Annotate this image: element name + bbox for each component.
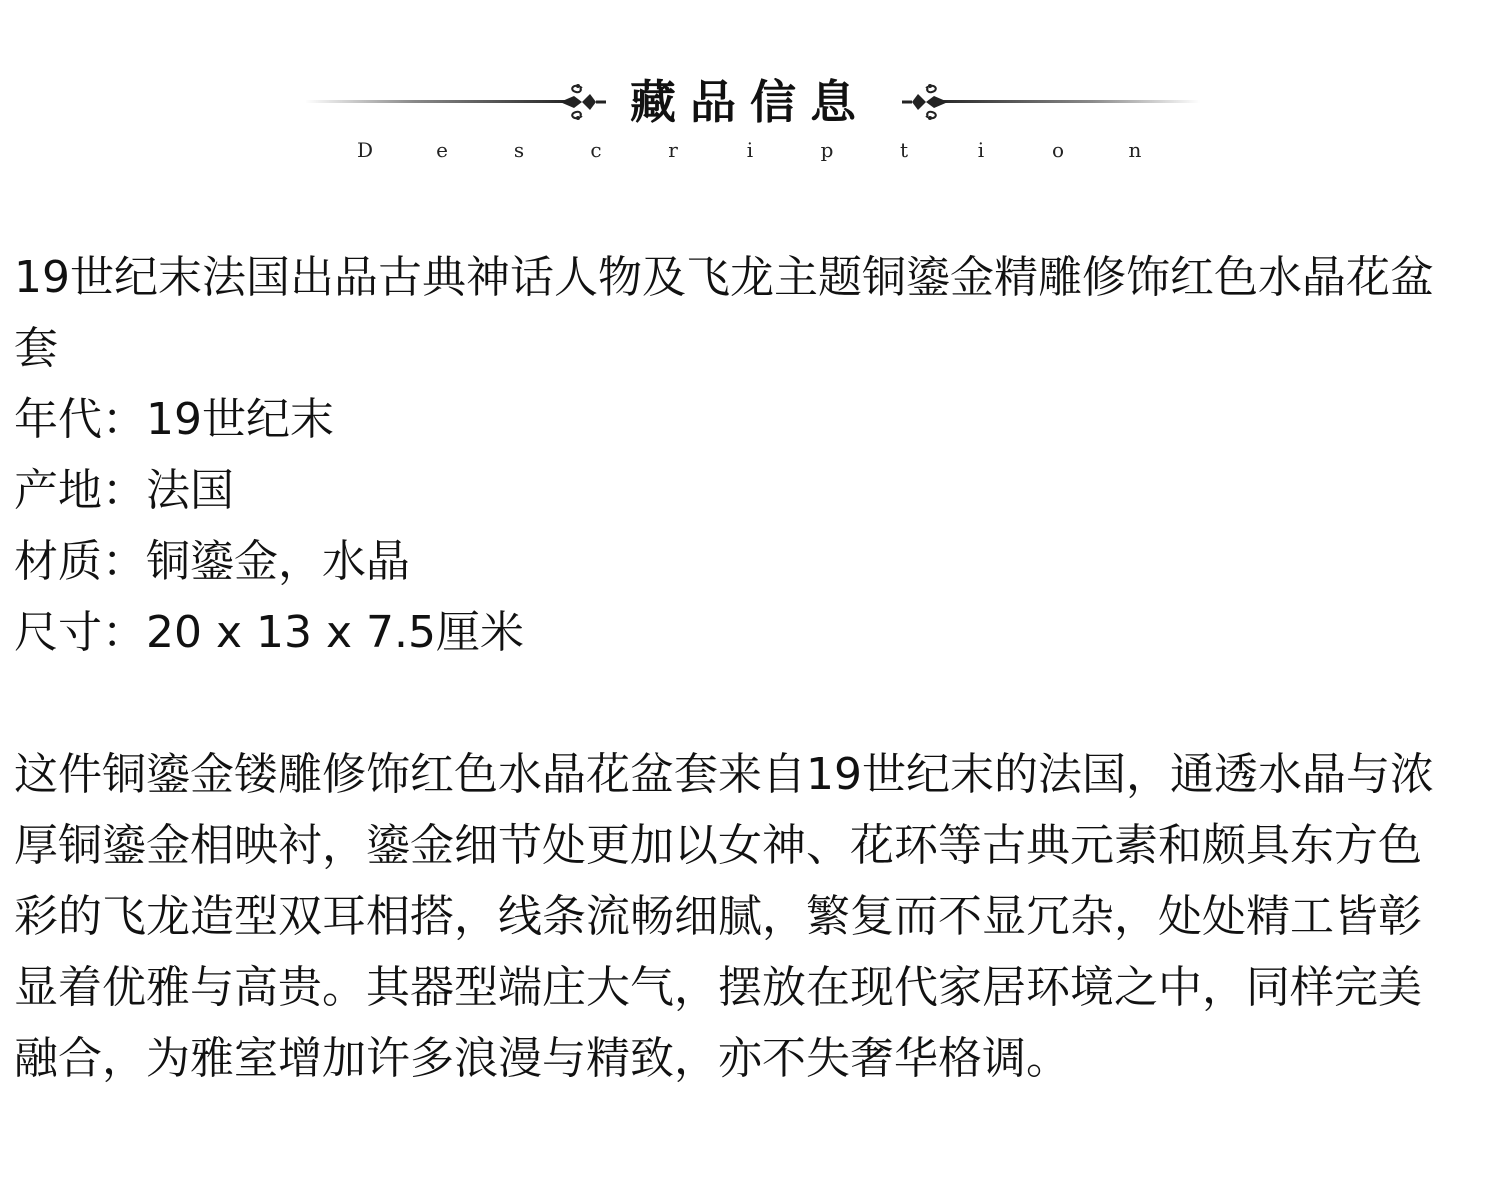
- section-subtitle: [355, 138, 1145, 162]
- subtitle-letter: e: [436, 138, 448, 162]
- section-title: 藏品信息: [630, 75, 870, 129]
- spec-row-dimensions: [14, 597, 1464, 668]
- item-description: 这件铜鎏金镂雕修饰红色水晶花盆套来自19世纪末的法国，通透水晶与浓厚铜鎏金相映衬，鎏金细节处更加以女神、花环等古典元素和颇具东方色彩的飞龙造型双耳相搭，线条流畅细腻，繁复而不显冗杂，处处精工皆彰显着优雅与高贵。其器型端庄大气，摆放在现代家居环境之中，同样完美融合，为雅室增加许多浪漫与精致，亦不失奢华格调。: [14, 749, 1434, 1084]
- section-header: [0, 62, 1500, 172]
- subtitle-letter: r: [668, 138, 678, 162]
- spec-label: 年代：: [14, 394, 146, 445]
- item-name: 19世纪末法国出品古典神话人物及飞龙主题铜鎏金精雕修饰红色水晶花盆套: [14, 252, 1434, 374]
- decorative-rule-right: [930, 100, 1200, 103]
- spec-label: 产地：: [14, 465, 146, 516]
- subtitle-letter: n: [1128, 138, 1142, 162]
- spec-value: 19世纪末: [146, 394, 334, 445]
- spec-value: 法国: [146, 465, 234, 516]
- spec-row-era: [14, 384, 1464, 455]
- subtitle-letter: p: [820, 138, 834, 162]
- subtitle-letter: s: [513, 138, 525, 162]
- spec-value: 铜鎏金，水晶: [146, 536, 410, 587]
- spec-value: 20 x 13 x 7.5厘米: [146, 607, 524, 658]
- decorative-rule-left: [305, 100, 575, 103]
- subtitle-letter: t: [899, 138, 909, 162]
- spec-label: 尺寸：: [14, 607, 146, 658]
- subtitle-letter: o: [1051, 138, 1065, 162]
- subtitle-letter: c: [590, 138, 602, 162]
- spec-label: 材质：: [14, 536, 146, 587]
- spec-row-material: [14, 526, 1464, 597]
- item-details: [14, 242, 1464, 1094]
- spec-row-origin: [14, 455, 1464, 526]
- subtitle-letter: i: [746, 138, 754, 162]
- subtitle-letter: D: [356, 138, 374, 162]
- paragraph-gap: [14, 668, 1464, 739]
- subtitle-letter: i: [977, 138, 985, 162]
